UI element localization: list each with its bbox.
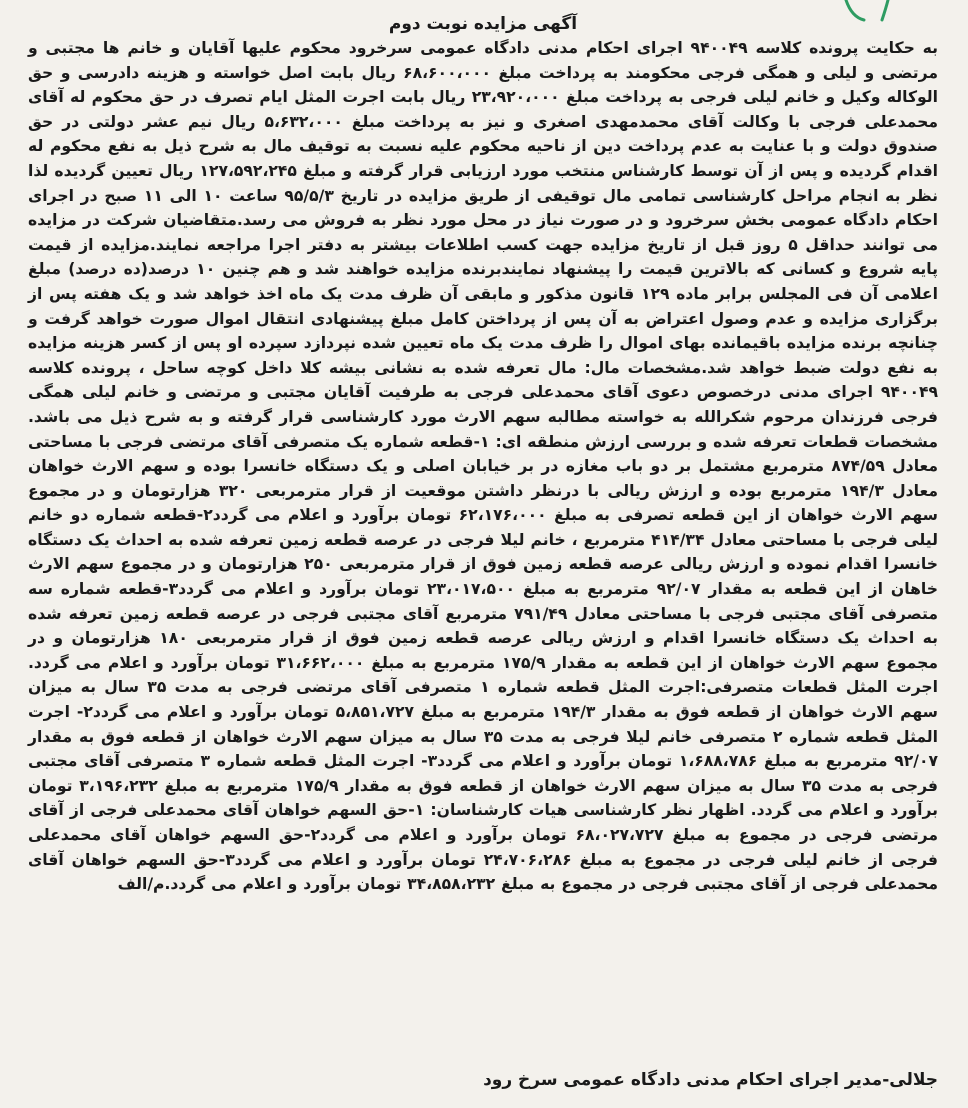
auction-notice [28, 14, 938, 1094]
notice-title: آگهی مزایده نوبت دوم [388, 14, 578, 34]
notice-body: به حکایت پرونده کلاسه ۹۴۰۰۴۹ اجرای احکام مدنی دادگاه عمومی سرخرود محکوم علیها آقایان و خانم ها مجتبی و مرتضی و لیلی و همگی فرجی محکومند به پرداخت مبلغ ۶۸،۶۰۰،۰۰۰ ریال بابت اصل خواسته و هزینه دادرسی و حق الوکاله وکیل و خانم لیلی فرجی به پرداخت مبلغ ۲۳،۹۲۰،۰۰۰ ریال بابت اجرت المثل ایام تصرف در حق محکوم له آقای محمدعلی فرجی با وکالت آقای محمدمهدی اصغری و نیز به پرداخت مبلغ ۵،۶۳۲،۰۰۰ ریال نیم عشر دولتی در حق صندوق دولت و با عنایت به عدم پرداخت دین از ناحیه محکوم علیه نسبت به توقیف مال به شرح ذیل به نفع محکوم له اقدام گردیده و پس از آن توسط کارشناس منتخب مورد ارزیابی قرار گرفته و مبلغ ۱۲۷،۵۹۲،۲۴۵ ریال تعیین گردیده لذا نظر به انجام مراحل کارشناسی تمامی مال توقیفی از طریق مزایده در تاریخ ۹۵/۵/۳ ساعت ۱۰ الی ۱۱ صبح در اجرای احکام دادگاه عمومی بخش سرخرود و در صورت نیاز در محل مورد نظر به فروش می رسد.متقاضیان شرکت در مزایده می توانند حداقل ۵ روز قبل از تاریخ مزایده جهت کسب اطلاعات بیشتر به دفتر اجرا مراجعه نمایند.مزایده از قیمت پایه شروع و کسانی که بالاترین قیمت را پیشنهاد نمایندبرنده مزایده خواهند شد و هم چنین ۱۰ درصد(ده درصد) مبلغ اعلامی آن فی المجلس برابر ماده ۱۲۹ قانون مذکور و مابقی آن ظرف مدت یک ماه اخذ خواهد شد و یک هفته پس از برگزاری مزایده و عدم وصول اعتراض به آن پس از پرداختن کامل مبلغ پیشنهادی انتقال اموال صورت خواهد گرفت و چنانچه برنده مزایده باقیمانده بهای اموال را ظرف مدت یک ماه تعیین شده نپردازد سپرده او پس از کسر هزینه مزایده به نفع دولت ضبط خواهد شد.مشخصات مال: مال تعرفه شده به نشانی بیشه کلا داخل کوچه ساحل ، پرونده کلاسه ۹۴۰۰۴۹ اجرای مدنی درخصوص دعوی آقای محمدعلی فرجی به طرفیت آقایان مجتبی و مرتضی و خانم لیلی همگی فرجی فرزندان مرحوم شکرالله به خواسته مطالبه سهم الارث مورد کارشناسی قرار گرفته و به شرح ذیل می باشد. مشخصات قطعات تعرفه شده و بررسی ارزش منطقه ای: ۱-قطعه شماره یک متصرفی آقای مرتضی فرجی با مساحتی معادل ۸۷۴/۵۹ مترمربع مشتمل بر دو باب مغازه در بر خیابان اصلی و یک دستگاه خانسرا بوده و سهم الارث خواهان معادل ۱۹۴/۳ مترمربع بوده و ارزش ریالی با درنظر داشتن موقعیت از قرار مترمربعی ۳۲۰ هزارتومان و در مجموع سهم الارث خواهان از این قطعه تصرفی به مبلغ ۶۲،۱۷۶،۰۰۰ تومان برآورد و اعلام می گردد۲-قطعه شماره دو خانم لیلی فرجی با مساحتی معادل ۴۱۴/۳۴ مترمربع ، خانم لیلا فرجی در عرصه قطعه زمین تعرفه شده به احداث یک دستگاه خانسرا اقدام نموده و ارزش ریالی عرصه قطعه زمین فوق از قرار مترمربعی ۲۵۰ هزارتومان و در مجموع سهم الارث خاهان از این قطعه به مقدار ۹۲/۰۷ مترمربع به مبلغ ۲۳،۰۱۷،۵۰۰ تومان برآورد و اعلام می گردد۳-قطعه شماره سه متصرفی آقای مجتبی فرجی با مساحتی معادل ۷۹۱/۴۹ مترمربع آقای مجتبی فرجی در عرصه قطعه زمین تعرفه شده به احداث یک دستگاه خانسرا اقدام و ارزش ریالی عرصه قطعه زمین فوق از قرار مترمربعی ۱۸۰ هزارتومان و در مجموع سهم الارث خواهان از این قطعه به مقدار ۱۷۵/۹ مترمربع به مبلغ ۳۱،۶۶۲،۰۰۰ تومان برآورد و اعلام می گردد. اجرت المثل قطعات متصرفی:اجرت المثل قطعه شماره ۱ متصرفی آقای مرتضی فرجی به مدت ۳۵ سال به میزان سهم الارث خواهان از قطعه فوق به مقدار ۱۹۴/۳ مترمربع به مبلغ ۵،۸۵۱،۷۲۷ تومان برآورد و اعلام می گردد۲- اجرت المثل قطعه شماره ۲ متصرفی خانم لیلا فرجی به مدت ۳۵ سال به میزان سهم الارث خواهان از قطعه فوق به مقدار ۹۲/۰۷ مترمربع به مبلغ ۱،۶۸۸،۷۸۶ تومان برآورد و اعلام می گردد۳- اجرت المثل قطعه شماره ۳ متصرفی آقای مجتبی فرجی به مدت ۳۵ سال به میزان سهم الارث خواهان از قطعه فوق به مقدار ۱۷۵/۹ مترمربع به مبلغ ۳،۱۹۶،۲۳۲ تومان برآورد و اعلام می گردد. اظهار نظر کارشناسی هیات کارشناسان: ۱-حق السهم خواهان آقای محمدعلی فرجی از آقای مرتضی فرجی در مجموع به مبلغ ۶۸،۰۲۷،۷۲۷ تومان برآورد و اعلام می گردد۲-حق السهم خواهان آقای محمدعلی فرجی از خانم لیلی فرجی در مجموع به مبلغ ۲۴،۷۰۶،۲۸۶ تومان برآورد و اعلام می گردد۳-حق السهم خواهان آقای محمدعلی فرجی از آقای مجتبی فرجی در مجموع به مبلغ ۳۴،۸۵۸،۲۳۲ تومان برآورد و اعلام می گردد.م/الف [28, 39, 939, 894]
notice-signature: جلالی-مدیر اجرای احکام مدنی دادگاه عمومی سرخ رود [483, 1070, 938, 1090]
